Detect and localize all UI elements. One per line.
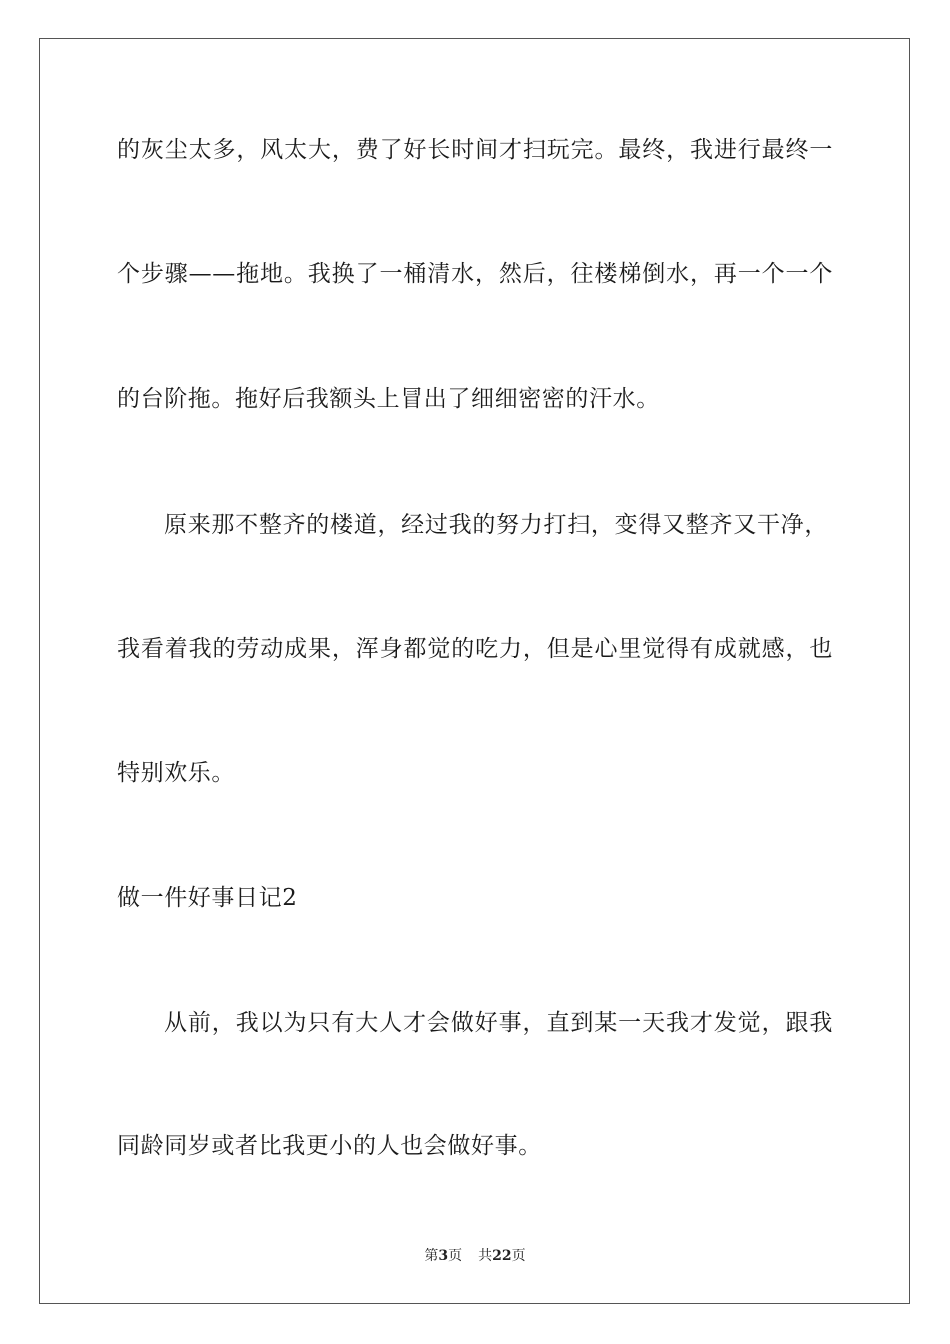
paragraph-line-7: 从前，我以为只有大人才会做好事，直到某一天我才发觉，跟我 xyxy=(164,1010,833,1036)
page-frame xyxy=(39,38,910,1304)
page-suffix: 页 xyxy=(448,1248,463,1264)
paragraph-line-5: 我看着我的劳动成果，浑身都觉的吃力，但是心里觉得有成就感，也 xyxy=(117,636,833,662)
section-heading: 做一件好事日记2 xyxy=(117,885,298,911)
total-suffix: 页 xyxy=(511,1248,526,1264)
paragraph-line-4: 原来那不整齐的楼道，经过我的努力打扫，变得又整齐又干净， xyxy=(164,512,828,538)
paragraph-line-3: 的台阶拖。拖好后我额头上冒出了细细密密的汗水。 xyxy=(117,386,660,412)
total-prefix: 共 xyxy=(478,1248,493,1264)
paragraph-line-1: 的灰尘太多，风太大，费了好长时间才扫玩完。最终，我进行最终一 xyxy=(117,137,833,163)
page-footer xyxy=(0,1247,950,1265)
page-number: 3 xyxy=(438,1248,449,1264)
paragraph-line-8: 同龄同岁或者比我更小的人也会做好事。 xyxy=(117,1133,542,1159)
total-pages: 22 xyxy=(492,1248,512,1264)
paragraph-line-2: 个步骤——拖地。我换了一桶清水，然后，往楼梯倒水，再一个一个 xyxy=(117,261,833,287)
paragraph-line-6: 特别欢乐。 xyxy=(117,760,235,786)
page-prefix: 第 xyxy=(424,1248,439,1264)
